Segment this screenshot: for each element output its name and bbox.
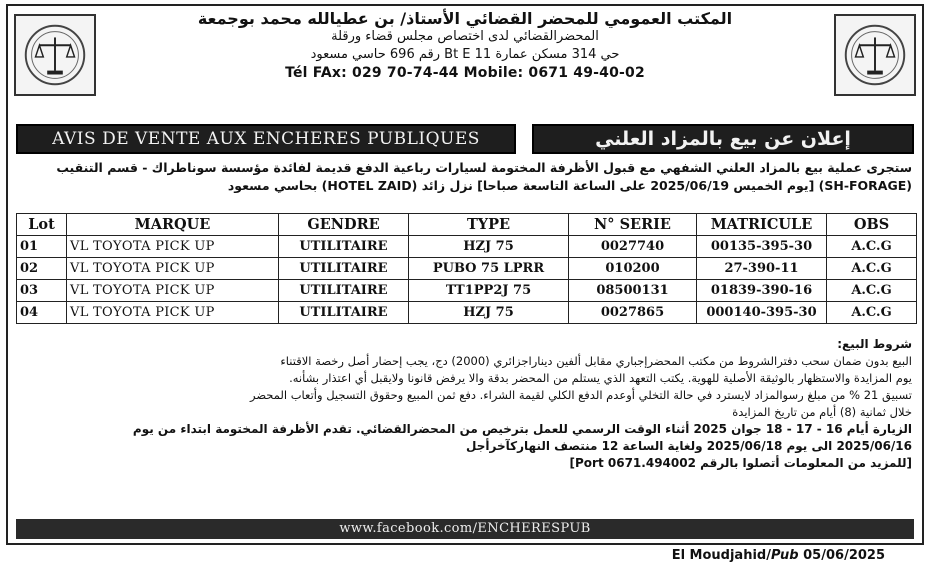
sale-conditions	[18, 336, 912, 472]
cell-obs: A.C.G	[827, 280, 917, 302]
table-row	[17, 280, 917, 302]
cell-obs: A.C.G	[827, 302, 917, 324]
cell-matricule: 000140-395-30	[697, 302, 827, 324]
office-header	[108, 10, 822, 82]
cell-type: PUBO 75 LPRR	[409, 258, 569, 280]
cell-serie: 0027740	[569, 236, 697, 258]
lots-table	[16, 213, 917, 324]
cell-gendre: UTILITAIRE	[279, 236, 409, 258]
title-french: AVIS DE VENTE AUX ENCHERES PUBLIQUES	[16, 124, 516, 154]
conditions-visit-line: الزيارة أيام 16 - 17 - 18 جوان 2025 أثناء الوقت الرسمي للعمل بترخيص من المحضرالقضائي. تقدم الأظرفة المختومة ابتداء من يوم	[132, 422, 912, 436]
conditions-line-4: خلال ثمانية (8) أيام من تاريخ المزايدة	[732, 405, 912, 419]
title-arabic: إعلان عن بيع بالمزاد العلني	[532, 124, 914, 154]
cell-lot: 03	[17, 280, 67, 302]
cell-obs: A.C.G	[827, 258, 917, 280]
cell-obs: A.C.G	[827, 236, 917, 258]
cell-matricule: 01839-390-16	[697, 280, 827, 302]
cell-type: TT1PP2J 75	[409, 280, 569, 302]
cell-marque: VL TOYOTA PICK UP	[67, 280, 279, 302]
publication-date: 05/06/2025	[803, 548, 885, 563]
cell-lot: 04	[17, 302, 67, 324]
office-phone: Tél FAx: 029 70-74-44 Mobile: 0671 49-40-02	[285, 65, 645, 81]
cell-serie: 08500131	[569, 280, 697, 302]
cell-gendre: UTILITAIRE	[279, 258, 409, 280]
header-obs: OBS	[827, 214, 917, 236]
header-marque: MARQUE	[67, 214, 279, 236]
source-pub: Pub	[770, 548, 799, 563]
office-name: المكتب العمومي للمحضر القضائي الأستاذ/ بن عطيالله محمد بوجمعة	[197, 9, 733, 28]
cell-gendre: UTILITAIRE	[279, 302, 409, 324]
notice-frame	[6, 4, 924, 545]
office-jurisdiction: المحضرالقضائي لدى اختصاص مجلس قضاء ورقلة	[331, 29, 599, 44]
cell-marque: VL TOYOTA PICK UP	[67, 258, 279, 280]
header-lot: Lot	[17, 214, 67, 236]
publication-source	[672, 548, 885, 563]
scales-of-justice-icon	[836, 16, 914, 94]
header-matricule: MATRICULE	[697, 214, 827, 236]
header-gendre: GENDRE	[279, 214, 409, 236]
cell-marque: VL TOYOTA PICK UP	[67, 236, 279, 258]
cell-type: HZJ 75	[409, 302, 569, 324]
bailiff-seal-logo-left	[14, 14, 96, 96]
sale-intro	[18, 159, 912, 195]
conditions-line-3: تسبيق 21 % من مبلغ رسوالمزاد لايسترد في حالة التخلي أوعدم الدفع الكلي لقيمة الشراء. دفع ثمن المبيع وحقوق التسجيل وأتعاب المحضر	[249, 388, 912, 402]
cell-marque: VL TOYOTA PICK UP	[67, 302, 279, 324]
cell-lot: 01	[17, 236, 67, 258]
header-type: TYPE	[409, 214, 569, 236]
scales-of-justice-icon	[16, 16, 94, 94]
cell-lot: 02	[17, 258, 67, 280]
conditions-contact-line: [للمزيد من المعلومات أتصلوا بالرقم Port 0671.494002]	[569, 456, 912, 470]
cell-type: HZJ 75	[409, 236, 569, 258]
table-row	[17, 236, 917, 258]
cell-serie: 0027865	[569, 302, 697, 324]
conditions-line-1: البيع بدون ضمان سحب دفترالشروط من مكتب المحضرإجباري مقابل ألفين ديناراجزائري (2000) دج، يجب إحضار أصل رخصة الاقتناء	[280, 354, 912, 368]
table-row	[17, 302, 917, 324]
office-address: حي 314 مسكن عمارة Bt E 11 رقم 696 حاسي مسعود	[310, 47, 620, 62]
cell-serie: 010200	[569, 258, 697, 280]
cell-matricule: 00135-395-30	[697, 236, 827, 258]
facebook-link[interactable]: www.facebook.com/ENCHERESPUB	[16, 519, 914, 539]
intro-line-1: ستجرى عملية بيع بالمزاد العلني الشفهي مع قبول الأظرفة المختومة لسيارات رباعية الدفع قديمة لفائدة مؤسسة سوناطراك - قسم التنقيب	[56, 160, 912, 175]
table-row	[17, 258, 917, 280]
notice-titles	[16, 124, 914, 154]
conditions-title: شروط البيع:	[837, 337, 912, 351]
bailiff-seal-logo-right	[834, 14, 916, 96]
cell-gendre: UTILITAIRE	[279, 280, 409, 302]
intro-line-2: (SH-FORAGE) [يوم الخميس 2025/06/19 على الساعة التاسعة صباحا] نزل زائد (HOTEL ZAID) بحاسي مسعود	[227, 178, 912, 193]
table-header-row	[17, 214, 917, 236]
header-serie: N° SERIE	[569, 214, 697, 236]
source-name: El Moudjahid/	[671, 548, 771, 563]
cell-matricule: 27-390-11	[697, 258, 827, 280]
conditions-deadline-line: 2025/06/16 الى يوم 2025/06/18 ولغاية الساعة 12 منتصف النهاركآخرأجل	[466, 439, 912, 453]
conditions-line-2: يوم المزايدة والاستظهار بالوثيقة الأصلية للهوية. يكتب التعهد الذي يستلم من المحضر بدقة والا يرفض قانونا ولايقبل أي اعتذار بشأنه.	[289, 371, 912, 385]
